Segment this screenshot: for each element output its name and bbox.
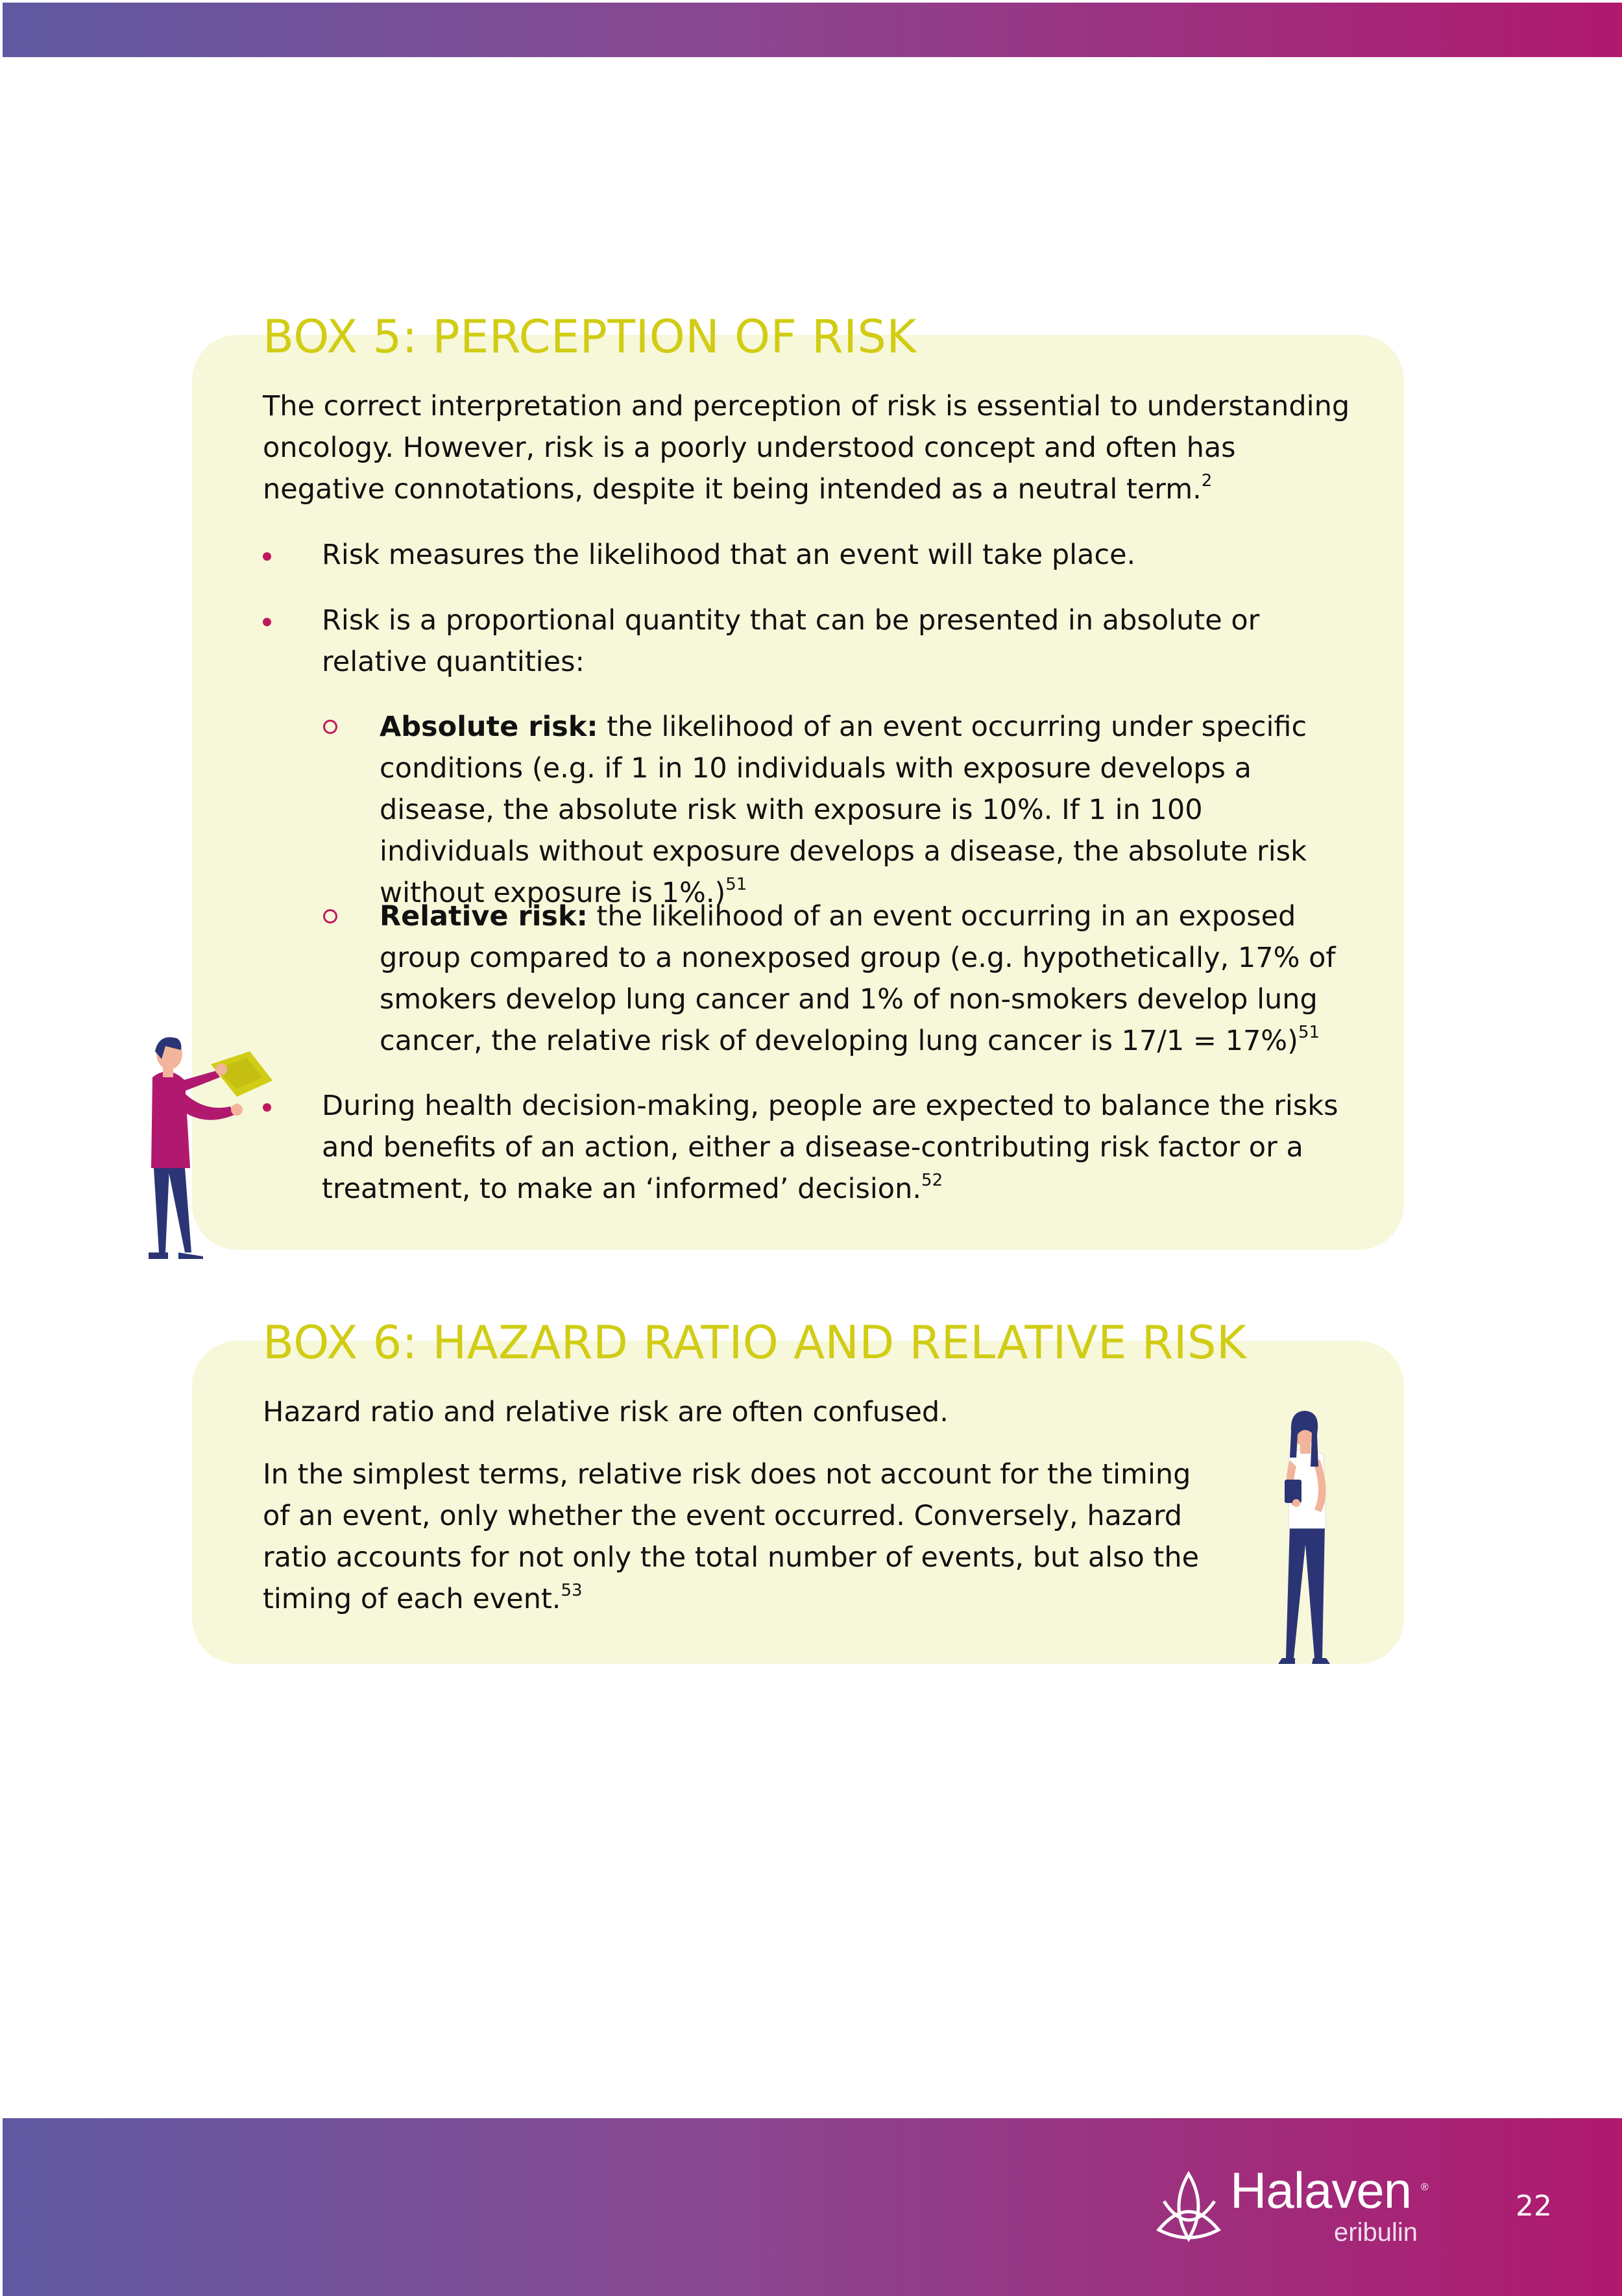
reference-superscript: 51 bbox=[1298, 1022, 1320, 1042]
bullet-icon bbox=[263, 618, 271, 626]
reference-superscript: 53 bbox=[561, 1580, 583, 1600]
box6-paragraph-1: Hazard ratio and relative risk are often confused. bbox=[263, 1396, 949, 1428]
bullet-icon bbox=[263, 552, 271, 561]
box6-paragraph-2: In the simplest terms, relative risk does not account for the timing of an event, only whether the event occurred. Conversely, hazard ratio accounts for not only the total number of events, but also the timing of each event.$^{53}$ bbox=[263, 1458, 1200, 1615]
registered-mark: ® bbox=[1421, 2182, 1429, 2193]
man-reading-document-illustration bbox=[139, 973, 289, 1259]
sub-bullet-icon bbox=[323, 909, 337, 923]
box5-bullet-2: Risk is a proportional quantity that can be presented in absolute or relative quantities: bbox=[322, 604, 1260, 678]
reference-superscript: 2 bbox=[1201, 470, 1213, 491]
sub-bullet-icon bbox=[323, 720, 337, 734]
box6-title: BOX 6: HAZARD RATIO AND RELATIVE RISK bbox=[263, 1316, 1247, 1369]
box5-title: BOX 5: PERCEPTION OF RISK bbox=[263, 310, 917, 363]
box5-relative-risk-item: Relative risk: the likelihood of an event occurring in an exposed group compared to a nonexposed group (e.g. hypothetically, 17% of smokers develop lung cancer and 1% of non-smokers develop lung cancer, the relative risk of developing lung cancer is 17/1 = 17%)$^{51}$ bbox=[380, 900, 1336, 1057]
box5-intro-paragraph: The correct interpretation and perception of risk is essential to understanding oncology. However, risk is a poorly understood concept and often has negative connotations, despite it being intended as a neutral term.$^2$ bbox=[263, 390, 1350, 506]
reference-superscript: 51 bbox=[725, 874, 747, 894]
relative-risk-label: Relative risk: bbox=[380, 900, 588, 933]
halaven-logo bbox=[1150, 2162, 1435, 2252]
woman-with-clipboard-illustration bbox=[1259, 1395, 1362, 1668]
header-gradient-band bbox=[3, 3, 1622, 57]
reference-superscript: 52 bbox=[921, 1170, 943, 1190]
absolute-risk-label: Absolute risk: bbox=[380, 711, 598, 743]
box5-bullet-1: Risk measures the likelihood that an event will take place. bbox=[322, 539, 1136, 571]
brand-name: Halaven bbox=[1230, 2162, 1412, 2219]
page-number: 22 bbox=[1516, 2190, 1552, 2223]
box5-absolute-risk-item: Absolute risk: the likelihood of an event occurring under specific conditions (e.g. if 1 in 10 individuals with exposure develops a disease, the absolute risk with exposure is 10%. If 1 in 100 individuals without exposure develops a disease, the absolute risk without exposure is 1%.)$^{51}$ bbox=[380, 711, 1307, 909]
halaven-logo-mark-icon bbox=[1150, 2168, 1228, 2245]
brand-subtitle: eribulin bbox=[1334, 2218, 1418, 2247]
box5-bullet-3: During health decision-making, people are expected to balance the risks and benefits of an action, either a disease-contributing risk factor or a treatment, to make an ‘informed’ decision.$^{52}$ bbox=[322, 1090, 1338, 1205]
